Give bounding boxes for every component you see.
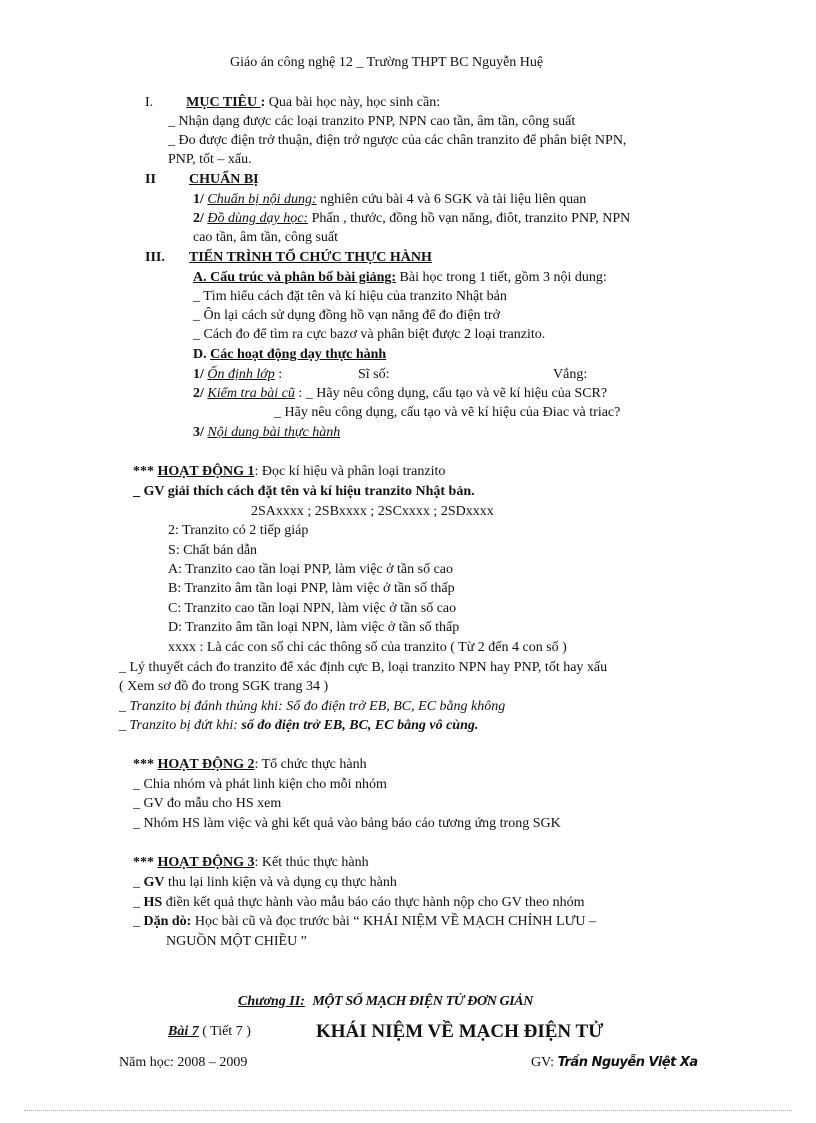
code-meaning-3: A: Tranzito cao tần loại PNP, làm việc ở tần số cao	[168, 562, 454, 577]
activity-3-item-3	[133, 915, 596, 929]
activity-2-item-2: _ GV đo mẫu cho HS xem	[133, 796, 282, 811]
objective-1: _ Nhận dạng được các loại tranzito PNP, NPN cao tần, âm tần, công suất	[168, 114, 576, 129]
activity-1-text: : Đọc kí hiệu và phân loại tranzito	[254, 464, 446, 479]
transistor-shorted-text: Số đo điện trở EB, BC, EC bằng không	[282, 699, 506, 714]
teacher-label: GV:	[531, 1055, 555, 1070]
transistor-shorted-label: _ Tranzito bị đánh thủng khi:	[119, 699, 283, 714]
code-meaning-1: 2: Tranzito có 2 tiếp giáp	[168, 523, 309, 538]
practice-content	[193, 426, 340, 440]
transistor-open-text: số đo điện trở EB, BC, EC bằng vô cùng.	[237, 718, 479, 733]
activities-label: Các hoạt động dạy thực hành	[210, 347, 387, 362]
class-stabilize-sep: :	[274, 367, 283, 382]
activity-2-stars: ***	[133, 757, 154, 772]
activity-1-label: HOẠT ĐỘNG 1	[157, 464, 255, 479]
objective-2: _ Đo được điện trở thuận, điện trở ngược của các chân tranzito để phân biệt NPN,	[168, 133, 627, 148]
structure-item-2: _ Ôn lại cách sử dụng đồng hồ vạn năng để đo điện trở	[193, 308, 500, 323]
prep-item-1-number: 1/	[193, 192, 204, 207]
activity-3-item-3-bold: Dặn dò:	[143, 914, 192, 929]
lesson-heading	[168, 1025, 251, 1039]
old-lesson-check-question-2: _ Hãy nêu công dụng, cấu tạo và vẽ kí hiệu của Điac và triac?	[274, 405, 621, 420]
page-header: Giáo án công nghệ 12 _ Trường THPT BC Nguyễn Huệ	[230, 55, 544, 70]
transistor-codes: 2SAxxxx ; 2SBxxxx ; 2SCxxxx ; 2SDxxxx	[251, 504, 494, 519]
section-3-title: TIẾN TRÌNH TỔ CHỨC THỰC HÀNH	[189, 250, 432, 265]
activity-1-heading	[133, 465, 445, 479]
objective-2-cont: PNP, tốt – xấu.	[168, 152, 252, 167]
prep-item-2-number: 2/	[193, 211, 204, 226]
activity-2-label: HOẠT ĐỘNG 2	[157, 757, 255, 772]
code-meaning-2: S: Chất bán dẫn	[168, 543, 258, 558]
activity-1-stars: ***	[133, 464, 154, 479]
footer-divider	[24, 1110, 792, 1111]
activity-3-item-2-dash: _	[133, 895, 144, 910]
old-lesson-check	[193, 387, 607, 401]
chapter-heading	[238, 995, 533, 1009]
structure-label: A. Cấu trúc và phân bố bài giảng:	[193, 270, 397, 285]
practice-content-label: Nội dung bài thực hành	[207, 425, 341, 440]
activity-3-item-3-cont: NGUỒN MỘT CHIỀU ”	[166, 934, 307, 949]
code-meaning-4: B: Tranzito âm tần loại PNP, làm việc ở tần số thấp	[168, 581, 455, 596]
transistor-open	[119, 719, 478, 733]
old-lesson-check-label: Kiểm tra bài cũ	[207, 386, 295, 401]
prep-item-2-label: Đồ dùng dạy học:	[207, 211, 309, 226]
structure-text: Bài học trong 1 tiết, gồm 3 nội dung:	[396, 270, 607, 285]
section-1-number: I.	[145, 95, 154, 110]
section-1-title: MỤC TIÊU	[186, 95, 261, 110]
prep-item-1-label: Chuẩn bị nội dung:	[207, 192, 317, 207]
class-stabilize-number: 1/	[193, 367, 204, 382]
practice-content-number: 3/	[193, 425, 204, 440]
chapter-label: Chương II:	[238, 994, 305, 1009]
activity-3-heading	[133, 856, 369, 870]
activity-3-item-1-bold: GV	[143, 875, 165, 890]
lesson-title: KHÁI NIỆM VỀ MẠCH ĐIỆN TỬ	[316, 1021, 604, 1042]
activity-3-item-1-text: thu lại linh kiện và và dụng cụ thực hành	[164, 875, 397, 890]
structure-item-1: _ Tìm hiểu cách đặt tên và kí hiệu của tranzito Nhật bản	[193, 289, 507, 304]
lesson-period: ( Tiết 7 )	[198, 1024, 251, 1039]
theory-line-1: _ Lý thuyết cách đo tranzito để xác định cực B, loại tranzito NPN hay PNP, tốt hay xấu	[119, 660, 608, 675]
lesson-number: Bài 7	[168, 1024, 199, 1039]
section-1-intro: Qua bài học này, học sinh cần:	[268, 95, 441, 110]
activity-2-text: : Tổ chức thực hành	[254, 757, 367, 772]
activity-3-item-1-dash: _	[133, 875, 144, 890]
prep-item-2-cont: cao tần, âm tần, công suất	[193, 230, 339, 245]
teacher	[531, 1056, 698, 1070]
transistor-open-label: _ Tranzito bị đứt khi:	[119, 718, 238, 733]
theory-line-2: ( Xem sơ đồ đo trong SGK trang 34 )	[119, 679, 329, 694]
prep-item-1	[193, 193, 586, 207]
teacher-name: Trần Nguyễn Việt Xa	[557, 1055, 698, 1070]
activity-1-explanation: _ GV giải thích cách đặt tên và kí hiệu tranzito Nhật bản.	[133, 484, 475, 499]
structure-heading	[193, 271, 607, 285]
code-meaning-6: D: Tranzito âm tần loại NPN, làm việc ở tần số thấp	[168, 620, 460, 635]
activity-2-item-3: _ Nhóm HS làm việc và ghi kết quả vào bảng báo cáo tương ứng trong SGK	[133, 816, 561, 831]
section-3-number: III.	[145, 250, 165, 265]
activities-prefix: D.	[193, 347, 207, 362]
structure-item-3: _ Cách đo để tìm ra cực bazơ và phân biệt được 2 loại tranzito.	[193, 327, 546, 342]
activity-3-item-2-bold: HS	[143, 895, 163, 910]
activity-3-text: : Kết thúc thực hành	[254, 855, 369, 870]
activity-3-item-2-text: điền kết quả thực hành vào mẫu báo cáo thực hành nộp cho GV theo nhóm	[162, 895, 585, 910]
activity-2-item-1: _ Chia nhóm và phát linh kiện cho mỗi nhóm	[133, 777, 387, 792]
activity-3-label: HOẠT ĐỘNG 3	[157, 855, 255, 870]
transistor-shorted	[119, 700, 505, 714]
attendance-count: Sĩ số:	[358, 367, 390, 382]
section-1	[145, 96, 440, 110]
old-lesson-check-question-1: : _ Hãy nêu công dụng, cấu tạo và vẽ kí hiệu của SCR?	[294, 386, 608, 401]
activity-2-heading	[133, 758, 367, 772]
class-stabilize-label: Ổn định lớp	[207, 367, 275, 382]
prep-item-2	[193, 212, 630, 226]
absent-count: Vắng:	[553, 367, 588, 382]
old-lesson-check-number: 2/	[193, 386, 204, 401]
activity-3-item-2	[133, 896, 585, 910]
code-meaning-7: xxxx : Là các con số chỉ các thông số của tranzito ( Từ 2 đến 4 con số )	[168, 640, 567, 655]
section-2-number: II	[145, 172, 156, 187]
class-stabilize	[193, 368, 282, 382]
activity-3-stars: ***	[133, 855, 154, 870]
prep-item-2-text: Phấn , thước, đồng hồ vạn năng, điôt, tranzito PNP, NPN	[308, 211, 631, 226]
section-1-sep: :	[260, 95, 266, 110]
activity-3-item-3-text: Học bài cũ và đọc trước bài “ KHÁI NIỆM VỀ MẠCH CHỈNH LƯU –	[191, 914, 597, 929]
chapter-title: MỘT SỐ MẠCH ĐIỆN TỬ ĐƠN GIẢN	[312, 994, 533, 1009]
section-2-title: CHUẨN BỊ	[189, 172, 259, 187]
school-year: Năm học: 2008 – 2009	[119, 1055, 248, 1070]
code-meaning-5: C: Tranzito cao tần loại NPN, làm việc ở tần số cao	[168, 601, 457, 616]
activity-3-item-3-dash: _	[133, 914, 144, 929]
activity-3-item-1	[133, 876, 397, 890]
prep-item-1-text: nghiên cứu bài 4 và 6 SGK và tài liệu liên quan	[316, 192, 587, 207]
activities-heading	[193, 348, 386, 362]
